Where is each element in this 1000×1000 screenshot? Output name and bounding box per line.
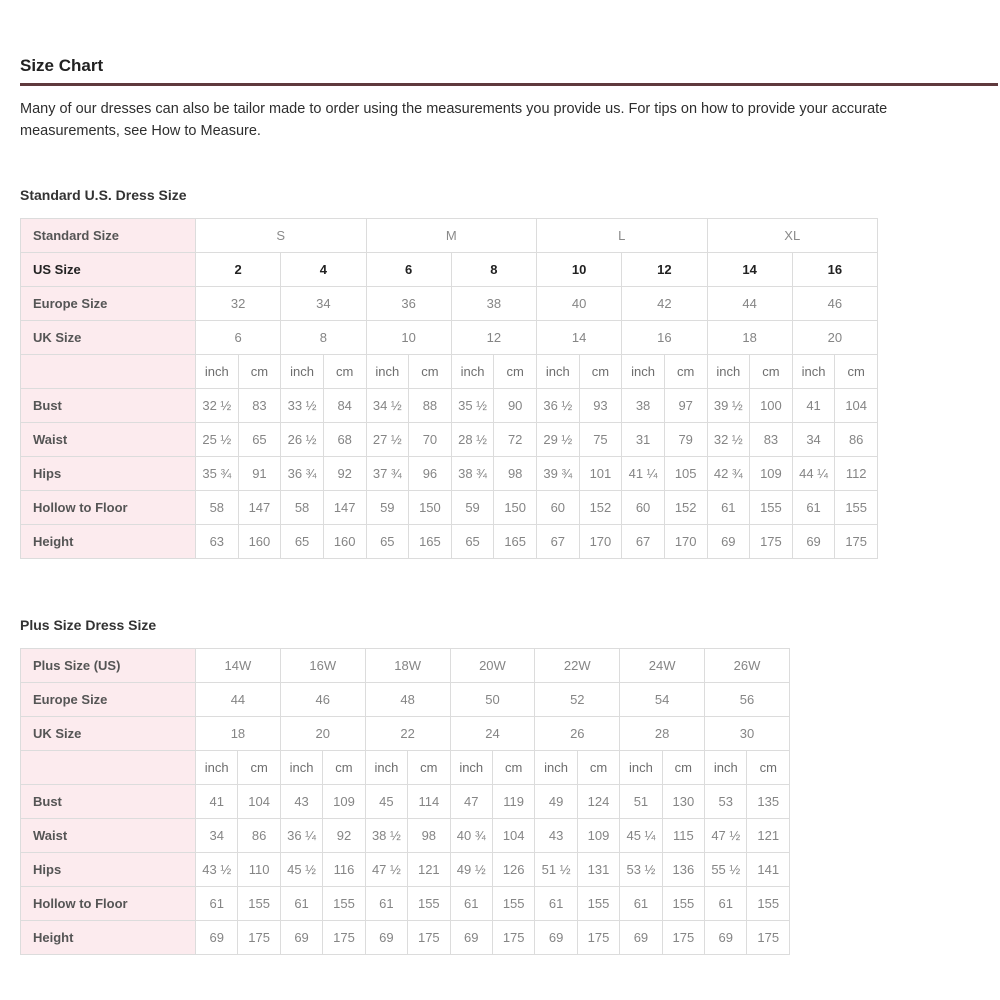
measurement-cell: 59 [366, 490, 409, 524]
measurement-cell: 83 [238, 388, 281, 422]
unit-row [21, 354, 878, 388]
size-cell: 22 [365, 716, 450, 750]
row-label: Standard Size [21, 218, 196, 252]
measurement-cell: 67 [622, 524, 665, 558]
measurement-cell: 42 ¾ [707, 456, 750, 490]
unit-cell: cm [750, 354, 793, 388]
unit-cell: cm [323, 750, 365, 784]
size-cell: 14 [707, 252, 792, 286]
size-cell: 30 [705, 716, 790, 750]
size-cell: 36 [366, 286, 451, 320]
size-row [21, 320, 878, 354]
measurement-cell: 130 [662, 784, 704, 818]
size-cell: 44 [196, 682, 281, 716]
unit-cell: inch [707, 354, 750, 388]
size-cell: 18 [707, 320, 792, 354]
measurement-cell: 53 [705, 784, 747, 818]
measurement-cell: 60 [622, 490, 665, 524]
unit-cell: cm [747, 750, 790, 784]
measurement-cell: 38 ¾ [451, 456, 494, 490]
unit-cell: inch [622, 354, 665, 388]
size-cell: 24W [620, 648, 705, 682]
size-row [21, 716, 790, 750]
size-cell: 42 [622, 286, 707, 320]
measurement-cell: 69 [620, 920, 662, 954]
measurement-cell: 79 [664, 422, 707, 456]
size-cell: 24 [450, 716, 535, 750]
row-label: UK Size [21, 320, 196, 354]
measurement-cell: 124 [577, 784, 619, 818]
measurement-row [21, 422, 878, 456]
unit-cell: inch [196, 750, 238, 784]
page-title: Size Chart [20, 56, 104, 75]
row-label: Hips [21, 852, 196, 886]
size-cell: 46 [280, 682, 365, 716]
unit-cell: cm [664, 354, 707, 388]
measurement-cell: 170 [579, 524, 622, 558]
measurement-row [21, 784, 790, 818]
unit-cell: cm [409, 354, 452, 388]
size-cell: 54 [620, 682, 705, 716]
measurement-cell: 155 [238, 886, 280, 920]
size-cell: 50 [450, 682, 535, 716]
measurement-cell: 27 ½ [366, 422, 409, 456]
measurement-cell: 131 [577, 852, 619, 886]
size-cell: 16 [792, 252, 877, 286]
row-label: Height [21, 920, 196, 954]
size-cell: 56 [705, 682, 790, 716]
measurement-cell: 40 ¾ [450, 818, 492, 852]
size-cell: 8 [451, 252, 536, 286]
size-cell: 26W [705, 648, 790, 682]
measurement-cell: 155 [492, 886, 534, 920]
measurement-cell: 141 [747, 852, 790, 886]
unit-cell: inch [366, 354, 409, 388]
size-cell: 2 [196, 252, 281, 286]
measurement-cell: 69 [535, 920, 577, 954]
row-label: Europe Size [21, 682, 196, 716]
measurement-cell: 65 [281, 524, 324, 558]
measurement-cell: 61 [792, 490, 835, 524]
unit-cell: cm [662, 750, 704, 784]
measurement-cell: 43 [535, 818, 577, 852]
measurement-cell: 98 [408, 818, 450, 852]
group-size-cell: M [366, 218, 537, 252]
measurement-cell: 69 [365, 920, 407, 954]
unit-cell: inch [535, 750, 577, 784]
measurement-cell: 43 ½ [196, 852, 238, 886]
unit-cell: inch [537, 354, 580, 388]
unit-row [21, 750, 790, 784]
measurement-cell: 61 [535, 886, 577, 920]
measurement-cell: 121 [408, 852, 450, 886]
row-label: UK Size [21, 716, 196, 750]
measurement-cell: 44 ¼ [792, 456, 835, 490]
measurement-cell: 160 [323, 524, 366, 558]
size-cell: 18W [365, 648, 450, 682]
standard-size-heading: Standard U.S. Dress Size [20, 186, 187, 203]
measurement-cell: 175 [662, 920, 704, 954]
measurement-cell: 49 ½ [450, 852, 492, 886]
measurement-cell: 47 ½ [365, 852, 407, 886]
measurement-cell: 109 [323, 784, 365, 818]
measurement-cell: 67 [537, 524, 580, 558]
measurement-cell: 61 [705, 886, 747, 920]
row-label-empty [21, 750, 196, 784]
unit-cell: inch [281, 354, 324, 388]
measurement-cell: 91 [238, 456, 281, 490]
measurement-row [21, 852, 790, 886]
measurement-row [21, 524, 878, 558]
measurement-cell: 47 ½ [705, 818, 747, 852]
size-cell: 10 [366, 320, 451, 354]
measurement-cell: 175 [747, 920, 790, 954]
measurement-cell: 160 [238, 524, 281, 558]
unit-cell: cm [494, 354, 537, 388]
measurement-cell: 38 ½ [365, 818, 407, 852]
measurement-cell: 96 [409, 456, 452, 490]
measurement-cell: 25 ½ [196, 422, 239, 456]
measurement-cell: 155 [408, 886, 450, 920]
measurement-cell: 65 [238, 422, 281, 456]
measurement-cell: 175 [238, 920, 280, 954]
measurement-cell: 115 [662, 818, 704, 852]
measurement-cell: 68 [323, 422, 366, 456]
measurement-cell: 45 ¼ [620, 818, 662, 852]
size-row [21, 286, 878, 320]
measurement-cell: 29 ½ [537, 422, 580, 456]
measurement-cell: 136 [662, 852, 704, 886]
measurement-cell: 32 ½ [707, 422, 750, 456]
intro-text: Many of our dresses can also be tailor made to order using the measurements you provide us. For tips on how to provide your accurate measurements, see How to Measure. [20, 101, 888, 140]
measurement-row [21, 456, 878, 490]
measurement-cell: 69 [450, 920, 492, 954]
measurement-cell: 61 [280, 886, 322, 920]
measurement-cell: 45 ½ [280, 852, 322, 886]
size-cell: 6 [196, 320, 281, 354]
row-label: Plus Size (US) [21, 648, 196, 682]
measurement-cell: 36 ¼ [280, 818, 322, 852]
measurement-cell: 53 ½ [620, 852, 662, 886]
measurement-cell: 152 [664, 490, 707, 524]
measurement-cell: 175 [492, 920, 534, 954]
measurement-cell: 155 [747, 886, 790, 920]
measurement-cell: 47 [450, 784, 492, 818]
size-cell: 40 [537, 286, 622, 320]
unit-cell: inch [450, 750, 492, 784]
measurement-cell: 155 [577, 886, 619, 920]
measurement-cell: 38 [622, 388, 665, 422]
size-cell: 10 [537, 252, 622, 286]
measurement-cell: 175 [323, 920, 365, 954]
measurement-cell: 110 [238, 852, 280, 886]
measurement-cell: 59 [451, 490, 494, 524]
measurement-cell: 51 ½ [535, 852, 577, 886]
measurement-row [21, 818, 790, 852]
group-size-row [21, 218, 878, 252]
measurement-cell: 37 ¾ [366, 456, 409, 490]
measurement-cell: 69 [707, 524, 750, 558]
measurement-cell: 150 [409, 490, 452, 524]
measurement-cell: 152 [579, 490, 622, 524]
measurement-cell: 83 [750, 422, 793, 456]
row-label: Bust [21, 388, 196, 422]
measurement-cell: 92 [323, 818, 365, 852]
measurement-cell: 58 [196, 490, 239, 524]
measurement-cell: 175 [577, 920, 619, 954]
measurement-cell: 175 [408, 920, 450, 954]
measurement-cell: 165 [494, 524, 537, 558]
measurement-cell: 49 [535, 784, 577, 818]
unit-cell: cm [408, 750, 450, 784]
measurement-cell: 55 ½ [705, 852, 747, 886]
measurement-cell: 175 [750, 524, 793, 558]
measurement-cell: 36 ¾ [281, 456, 324, 490]
measurement-cell: 34 ½ [366, 388, 409, 422]
row-label: Waist [21, 422, 196, 456]
measurement-cell: 84 [323, 388, 366, 422]
measurement-cell: 135 [747, 784, 790, 818]
size-row [21, 682, 790, 716]
unit-cell: inch [451, 354, 494, 388]
measurement-cell: 97 [664, 388, 707, 422]
row-label: Bust [21, 784, 196, 818]
unit-cell: inch [792, 354, 835, 388]
size-cell: 28 [620, 716, 705, 750]
size-cell: 8 [281, 320, 366, 354]
measurement-cell: 88 [409, 388, 452, 422]
unit-cell: cm [323, 354, 366, 388]
measurement-cell: 43 [280, 784, 322, 818]
measurement-cell: 39 ½ [707, 388, 750, 422]
size-cell: 6 [366, 252, 451, 286]
size-cell: 14W [196, 648, 281, 682]
standard-size-table [20, 218, 878, 559]
measurement-cell: 61 [707, 490, 750, 524]
measurement-cell: 100 [750, 388, 793, 422]
row-label: Europe Size [21, 286, 196, 320]
measurement-cell: 86 [238, 818, 280, 852]
row-label: US Size [21, 252, 196, 286]
measurement-cell: 32 ½ [196, 388, 239, 422]
measurement-cell: 41 [792, 388, 835, 422]
size-cell: 46 [792, 286, 877, 320]
measurement-cell: 150 [494, 490, 537, 524]
measurement-cell: 104 [835, 388, 878, 422]
unit-cell: cm [577, 750, 619, 784]
size-cell: 44 [707, 286, 792, 320]
measurement-cell: 41 ¼ [622, 456, 665, 490]
size-cell: 14 [537, 320, 622, 354]
row-label: Waist [21, 818, 196, 852]
measurement-cell: 86 [835, 422, 878, 456]
measurement-cell: 51 [620, 784, 662, 818]
unit-cell: cm [238, 750, 280, 784]
size-cell: 20W [450, 648, 535, 682]
row-label: Hollow to Floor [21, 490, 196, 524]
measurement-cell: 65 [451, 524, 494, 558]
row-label: Hips [21, 456, 196, 490]
size-cell: 34 [281, 286, 366, 320]
measurement-cell: 36 ½ [537, 388, 580, 422]
measurement-cell: 61 [196, 886, 238, 920]
measurement-cell: 65 [366, 524, 409, 558]
measurement-cell: 61 [450, 886, 492, 920]
measurement-cell: 63 [196, 524, 239, 558]
size-cell: 18 [196, 716, 281, 750]
measurement-cell: 126 [492, 852, 534, 886]
measurement-cell: 35 ½ [451, 388, 494, 422]
measurement-cell: 109 [750, 456, 793, 490]
measurement-cell: 98 [494, 456, 537, 490]
measurement-cell: 35 ¾ [196, 456, 239, 490]
measurement-cell: 121 [747, 818, 790, 852]
measurement-cell: 69 [280, 920, 322, 954]
measurement-cell: 104 [238, 784, 280, 818]
measurement-cell: 147 [238, 490, 281, 524]
measurement-cell: 119 [492, 784, 534, 818]
measurement-cell: 58 [281, 490, 324, 524]
measurement-cell: 31 [622, 422, 665, 456]
size-cell: 20 [280, 716, 365, 750]
size-row [21, 252, 878, 286]
measurement-cell: 34 [196, 818, 238, 852]
size-cell: 20 [792, 320, 877, 354]
row-label: Height [21, 524, 196, 558]
measurement-cell: 114 [408, 784, 450, 818]
size-cell: 16 [622, 320, 707, 354]
measurement-cell: 155 [662, 886, 704, 920]
group-size-cell: L [537, 218, 708, 252]
measurement-cell: 165 [409, 524, 452, 558]
measurement-cell: 61 [620, 886, 662, 920]
measurement-cell: 70 [409, 422, 452, 456]
measurement-cell: 155 [750, 490, 793, 524]
measurement-cell: 39 ¾ [537, 456, 580, 490]
measurement-cell: 69 [196, 920, 238, 954]
size-cell: 32 [196, 286, 281, 320]
size-cell: 16W [280, 648, 365, 682]
row-label: Hollow to Floor [21, 886, 196, 920]
measurement-row [21, 388, 878, 422]
size-cell: 12 [622, 252, 707, 286]
title-divider [20, 83, 998, 86]
measurement-cell: 92 [323, 456, 366, 490]
measurement-cell: 69 [792, 524, 835, 558]
size-cell: 12 [451, 320, 536, 354]
unit-cell: inch [365, 750, 407, 784]
unit-cell: cm [835, 354, 878, 388]
size-cell: 26 [535, 716, 620, 750]
measurement-row [21, 490, 878, 524]
measurement-cell: 170 [664, 524, 707, 558]
unit-cell: inch [196, 354, 239, 388]
group-size-cell: XL [707, 218, 878, 252]
size-cell: 52 [535, 682, 620, 716]
plus-size-table [20, 648, 790, 955]
unit-cell: inch [280, 750, 322, 784]
size-row [21, 648, 790, 682]
measurement-row [21, 920, 790, 954]
measurement-cell: 155 [835, 490, 878, 524]
measurement-cell: 45 [365, 784, 407, 818]
unit-cell: cm [492, 750, 534, 784]
measurement-cell: 33 ½ [281, 388, 324, 422]
group-size-cell: S [196, 218, 367, 252]
measurement-cell: 61 [365, 886, 407, 920]
measurement-row [21, 886, 790, 920]
measurement-cell: 90 [494, 388, 537, 422]
unit-cell: inch [705, 750, 747, 784]
measurement-cell: 112 [835, 456, 878, 490]
size-cell: 22W [535, 648, 620, 682]
measurement-cell: 155 [323, 886, 365, 920]
measurement-cell: 105 [664, 456, 707, 490]
row-label-empty [21, 354, 196, 388]
size-cell: 38 [451, 286, 536, 320]
measurement-cell: 34 [792, 422, 835, 456]
measurement-cell: 147 [323, 490, 366, 524]
measurement-cell: 41 [196, 784, 238, 818]
unit-cell: cm [238, 354, 281, 388]
measurement-cell: 104 [492, 818, 534, 852]
unit-cell: inch [620, 750, 662, 784]
measurement-cell: 72 [494, 422, 537, 456]
size-cell: 4 [281, 252, 366, 286]
measurement-cell: 93 [579, 388, 622, 422]
size-cell: 48 [365, 682, 450, 716]
measurement-cell: 101 [579, 456, 622, 490]
measurement-cell: 75 [579, 422, 622, 456]
measurement-cell: 60 [537, 490, 580, 524]
measurement-cell: 26 ½ [281, 422, 324, 456]
measurement-cell: 116 [323, 852, 365, 886]
unit-cell: cm [579, 354, 622, 388]
measurement-cell: 175 [835, 524, 878, 558]
plus-size-heading: Plus Size Dress Size [20, 616, 157, 633]
measurement-cell: 109 [577, 818, 619, 852]
measurement-cell: 69 [705, 920, 747, 954]
measurement-cell: 28 ½ [451, 422, 494, 456]
